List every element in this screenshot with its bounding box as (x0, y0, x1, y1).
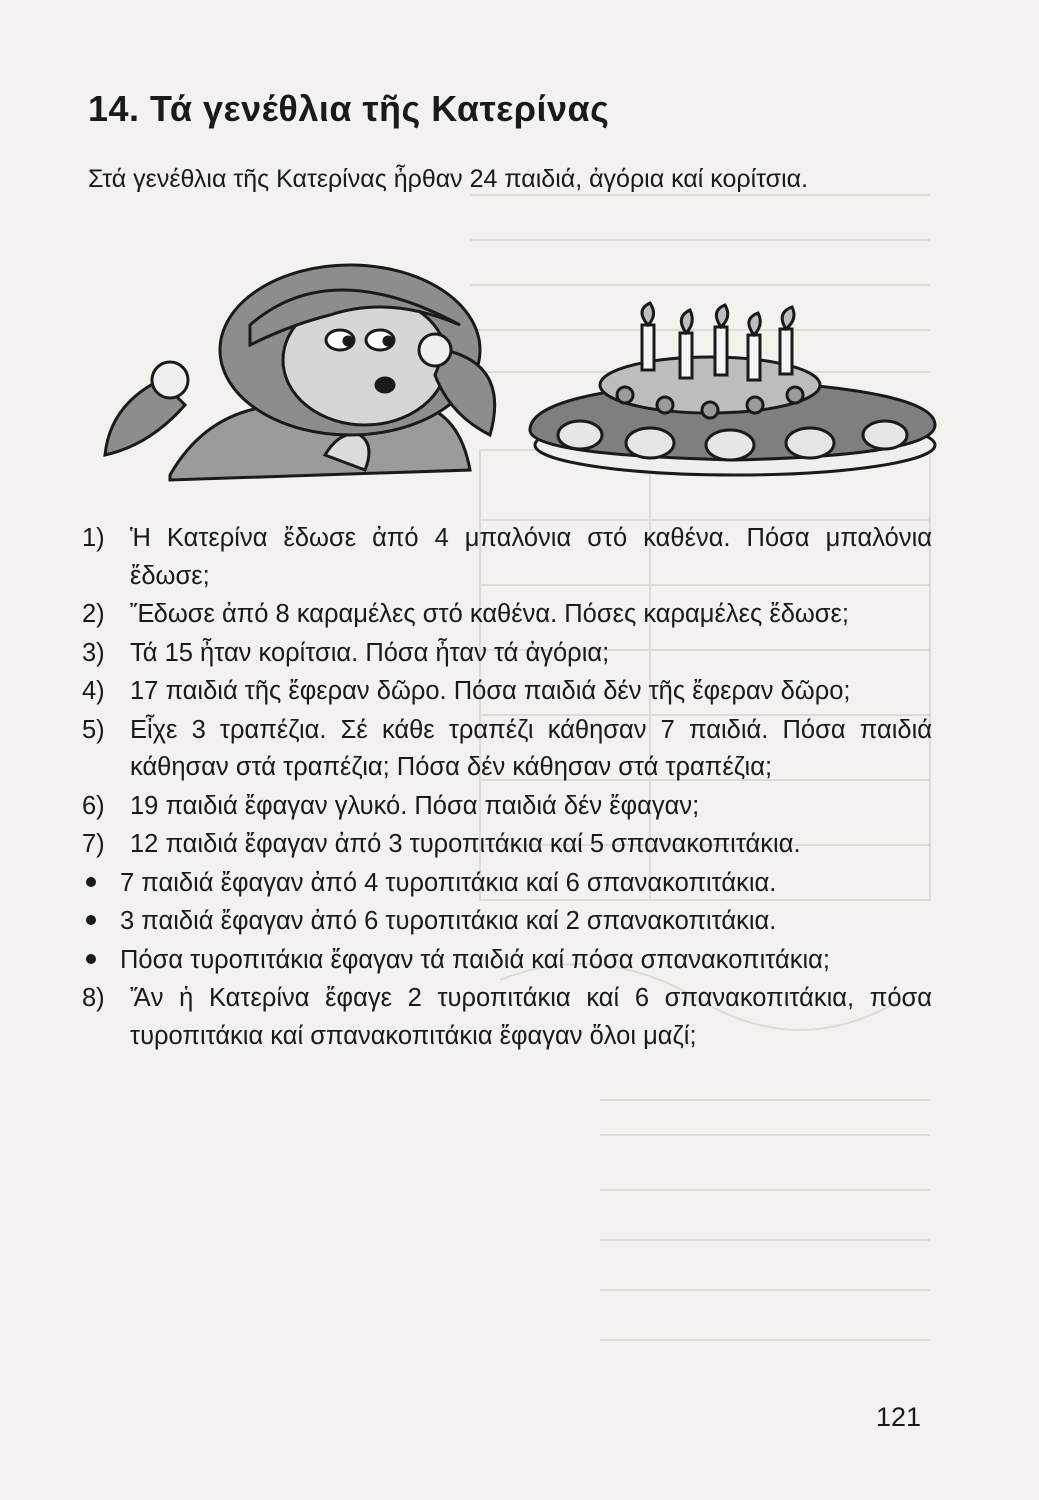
bullet-dot-icon (82, 865, 120, 903)
question-item (82, 980, 932, 1055)
question-item (82, 596, 932, 634)
question-number: 2) (82, 600, 105, 628)
question-text: Εἶχε 3 τραπέζια. Σέ κάθε τραπέζι κάθησαν 7 παιδιά. Πόσα παιδιά κάθησαν στά τραπέζια; Πόσα δέν κάθησαν στά τραπέζια; (130, 715, 932, 781)
bullet-item (82, 865, 932, 903)
page-number: 121 (876, 1402, 922, 1432)
bullet-dot-icon (82, 903, 120, 941)
bullet-text: Πόσα τυροπιτάκια ἔφαγαν τά παιδιά καί πόσα σπανακοπιτάκια; (120, 945, 830, 974)
girl-with-pigtails-icon (105, 265, 495, 480)
question-text: Ἔδωσε ἀπό 8 καραμέλες στό καθένα. Πόσες καραμέλες ἔδωσε; (130, 600, 849, 628)
question-item (82, 712, 932, 787)
bullet-dot-icon (82, 942, 120, 980)
question-item (82, 788, 932, 826)
question-number: 1) (82, 524, 105, 552)
question-item (82, 826, 932, 864)
bullet-text: 7 παιδιά ἔφαγαν ἀπό 4 τυροπιτάκια καί 6 σπανακοπιτάκια. (120, 868, 777, 897)
intro-paragraph: Στά γενέθλια τῆς Κατερίνας ἦρθαν 24 παιδιά, ἀγόρια καί κορίτσια. (88, 165, 809, 193)
bullet-text: 3 παιδιά ἔφαγαν ἀπό 6 τυροπιτάκια καί 2 σπανακοπιτάκια. (120, 907, 777, 935)
question-number: 5) (82, 715, 105, 744)
question-number: 7) (82, 830, 105, 858)
chapter-title: 14. Τά γενέθλια τῆς Κατερίνας (88, 88, 610, 129)
question-text: 17 παιδιά τῆς ἔφεραν δῶρο. Πόσα παιδιά δέν τῆς ἔφεραν δῶρο; (130, 677, 851, 705)
bullet-item (82, 903, 932, 941)
question-text: Τά 15 ἦταν κορίτσια. Πόσα ἦταν τά ἀγόρια; (130, 638, 610, 667)
question-number: 8) (82, 984, 105, 1012)
illustration (90, 255, 940, 515)
question-number: 3) (82, 638, 105, 667)
question-item (82, 635, 932, 673)
bullet-item (82, 942, 932, 980)
birthday-cake-icon (530, 303, 935, 475)
question-text: 12 παιδιά ἔφαγαν ἀπό 3 τυροπιτάκια καί 5 σπανακοπιτάκια. (130, 830, 801, 858)
question-number: 4) (82, 677, 105, 705)
question-text: Ἄν ἡ Κατερίνα ἔφαγε 2 τυροπιτάκια καί 6 σπανακοπιτάκια, πόσα τυροπιτάκια καί σπανακοπιτάκια ἔφαγαν ὅλοι μαζί; (130, 984, 932, 1050)
question-item (82, 520, 932, 595)
question-item (82, 673, 932, 711)
question-number: 6) (82, 791, 105, 820)
question-text: Ἡ Κατερίνα ἔδωσε ἀπό 4 μπαλόνια στό καθένα. Πόσα μπαλόνια ἔδωσε; (130, 524, 932, 590)
question-text: 19 παιδιά ἔφαγαν γλυκό. Πόσα παιδιά δέν ἔφαγαν; (130, 791, 700, 820)
exercise-list (82, 520, 932, 1056)
